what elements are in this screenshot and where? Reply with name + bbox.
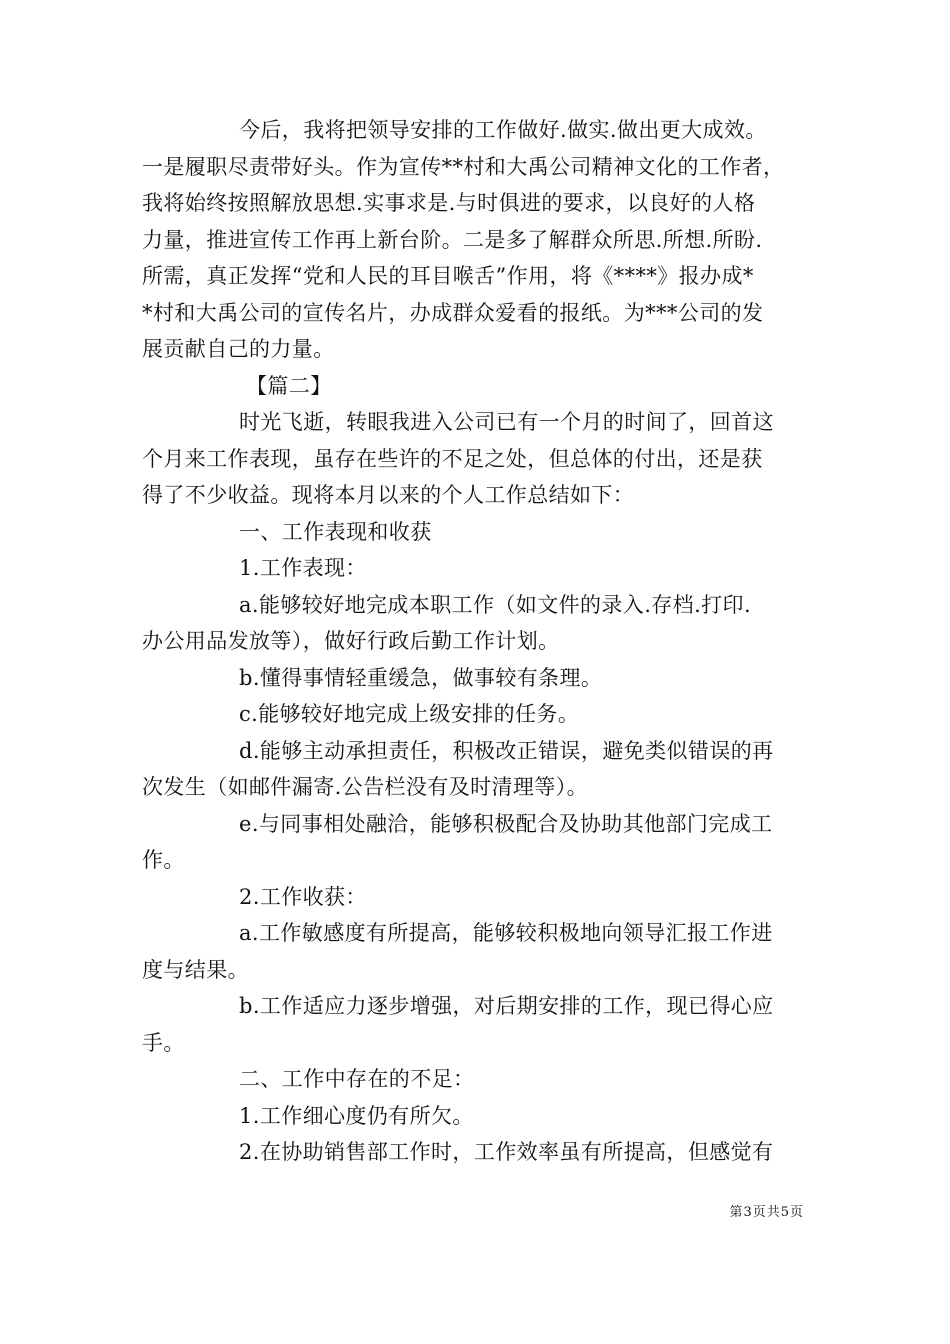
list-item-continuation: 次发生（如邮件漏寄.公告栏没有及时清理等）。 [142, 775, 588, 799]
paragraph-line: 所需，真正发挥“党和人民的耳目喉舌”作用，将《****》报办成* [142, 264, 754, 288]
list-item: b.懂得事情轻重缓急，做事较有条理。 [239, 665, 603, 690]
section-heading: 【篇二】 [246, 373, 332, 398]
list-item: b.工作适应力逐步增强，对后期安排的工作，现已得心应 [239, 994, 774, 1018]
list-item: a.能够较好地完成本职工作（如文件的录入.存档.打印. [239, 592, 752, 617]
list-item: e.与同事相处融洽，能够积极配合及协助其他部门完成工 [239, 811, 773, 836]
subheading: 二、工作中存在的不足： [239, 1067, 475, 1091]
list-item-continuation: 作。 [142, 848, 185, 872]
subheading: 1.工作表现： [239, 556, 367, 580]
paragraph-line: 一是履职尽责带好头。作为宣传**村和大禹公司精神文化的工作者， [142, 154, 785, 179]
list-item: d.能够主动承担责任，积极改正错误，避免类似错误的再 [239, 738, 774, 763]
list-item: 2.在协助销售部工作时，工作效率虽有所提高，但感觉有 [239, 1140, 774, 1164]
subheading: 一、工作表现和收获 [239, 519, 432, 544]
list-item: a.工作敏感度有所提高，能够较积极地向领导汇报工作进 [239, 921, 773, 945]
list-item-continuation: 度与结果。 [142, 957, 249, 982]
paragraph-line: 时光飞逝，转眼我进入公司已有一个月的时间了，回首这 [239, 410, 774, 434]
list-item-continuation: 手。 [142, 1030, 185, 1055]
list-item-continuation: 办公用品发放等），做好行政后勤工作计划。 [142, 629, 560, 653]
list-item: c.能够较好地完成上级安排的任务。 [239, 702, 580, 726]
paragraph-line: 我将始终按照解放思想.实事求是.与时俱进的要求，以良好的人格 [142, 191, 756, 215]
page-number-footer: 第3页共5页 [729, 1205, 804, 1220]
list-item: 1.工作细心度仍有所欠。 [239, 1103, 474, 1128]
paragraph-line: *村和大禹公司的宣传名片，办成群众爱看的报纸。为***公司的发 [142, 300, 764, 325]
document-body [142, 112, 814, 1171]
paragraph-line: 展贡献自己的力量。 [142, 337, 335, 361]
paragraph-line: 今后，我将把领导安排的工作做好.做实.做出更大成效。 [239, 118, 767, 142]
paragraph-line: 得了不少收益。现将本月以来的个人工作总结如下： [142, 483, 635, 507]
paragraph-line: 个月来工作表现，虽存在些许的不足之处，但总体的付出，还是获 [142, 446, 763, 471]
subheading: 2.工作收获： [239, 884, 367, 909]
paragraph-line: 力量，推进宣传工作再上新台阶。二是多了解群众所思.所想.所盼. [142, 227, 763, 252]
